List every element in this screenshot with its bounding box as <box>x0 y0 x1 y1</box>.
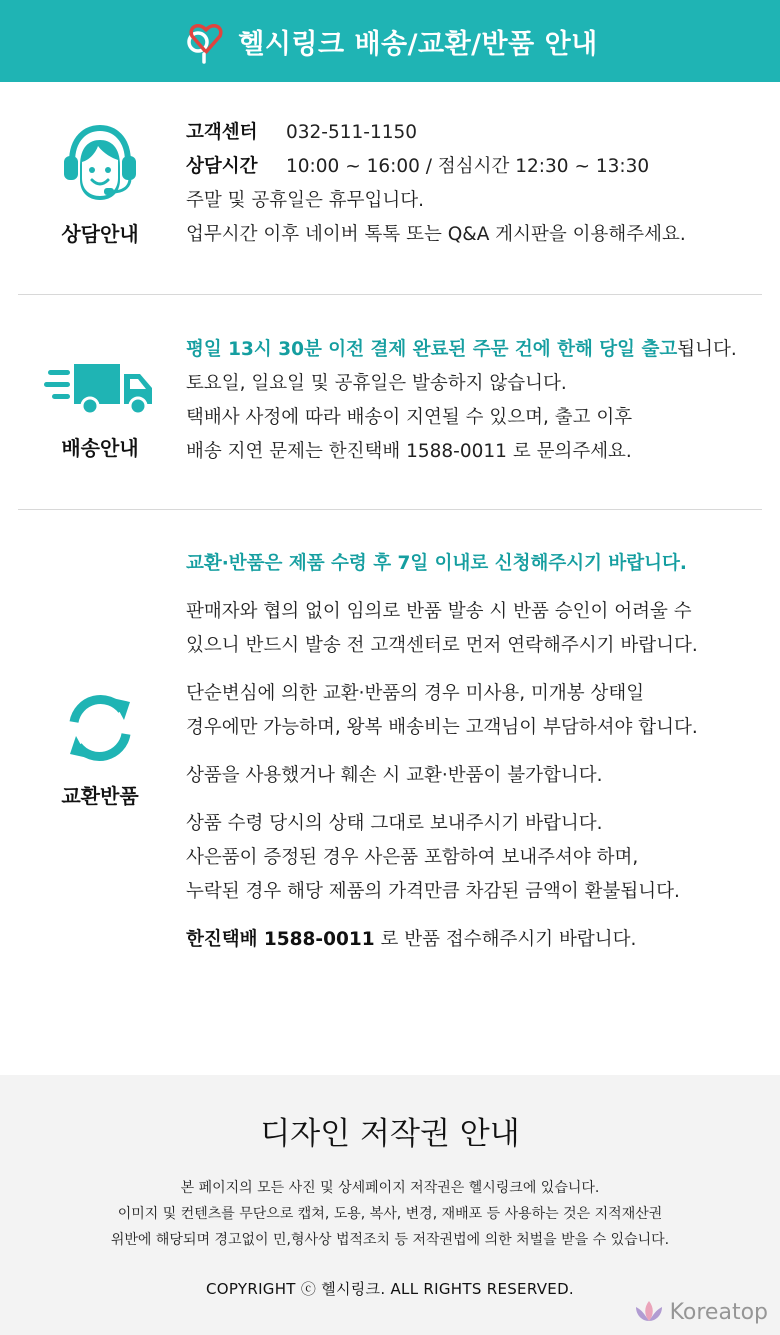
consult-text <box>186 116 686 252</box>
section-divider <box>18 509 762 510</box>
delay-notice: 택배사 사정에 따라 배송이 지연될 수 있으며, 출고 이후 <box>186 407 633 428</box>
exchange-text <box>186 547 698 957</box>
delivery-truck-icon <box>44 360 156 418</box>
hours-value: 10:00 ~ 16:00 / 점심시간 12:30 ~ 13:30 <box>286 156 650 177</box>
consult-icon-column <box>30 122 170 247</box>
headset-agent-icon <box>60 122 140 208</box>
exchange-icon-column <box>30 688 170 809</box>
copyright-footer <box>0 1075 780 1335</box>
exchange-p2-line2: 경우에만 가능하며, 왕복 배송비는 고객님이 부담하셔야 합니다. <box>186 717 698 738</box>
exchange-p4-line1: 상품 수령 당시의 상태 그대로 보내주시기 바랍니다. <box>186 813 603 834</box>
exchange-p1-line2: 있으니 반드시 발송 전 고객센터로 먼저 연락해주시기 바랍니다. <box>186 635 698 656</box>
weekend-notice: 토요일, 일요일 및 공휴일은 발송하지 않습니다. <box>186 373 567 394</box>
copyright-text: COPYRIGHT ⓒ 헬시링크. ALL RIGHTS RESERVED. <box>205 1280 574 1298</box>
consult-label: 상담안내 <box>61 222 139 246</box>
watermark-text: Koreatop <box>669 1299 768 1325</box>
exchange-label: 교환반품 <box>61 784 139 808</box>
return-courier-number: 한진택배 1588-0011 <box>186 929 375 950</box>
hours-row <box>186 150 686 184</box>
exchange-p2-line1: 단순변심에 의한 교환·반품의 경우 미사용, 미개봉 상태일 <box>186 683 645 704</box>
exchange-p3-line1: 상품을 사용했거나 훼손 시 교환·반품이 불가합니다. <box>186 765 603 786</box>
refresh-arrows-icon <box>60 688 140 768</box>
page-header <box>0 0 780 82</box>
shipping-icon-column <box>30 360 170 461</box>
delay-contact: 배송 지연 문제는 한진택배 1588-0011 로 문의주세요. <box>186 441 632 462</box>
exchange-p5 <box>186 923 698 957</box>
phone-number: 032-511-1150 <box>286 122 418 143</box>
page-title: 헬시링크 배송/교환/반품 안내 <box>238 28 598 60</box>
footer-body <box>0 1175 780 1253</box>
shipping-label: 배송안내 <box>61 436 139 460</box>
exchange-headline: 교환·반품은 제품 수령 후 7일 이내로 신청해주시기 바랍니다. <box>186 553 687 574</box>
exchange-p4-line2: 사은품이 증정된 경우 사은품 포함하여 보내주셔야 하며, <box>186 847 639 868</box>
shipping-text <box>186 333 737 469</box>
exchange-p1-line1: 판매자와 협의 없이 임의로 반품 발송 시 반품 승인이 어려울 수 <box>186 601 692 622</box>
hours-label: 상담시간 <box>186 156 258 177</box>
phone-row <box>186 116 686 150</box>
exchange-p4-line3: 누락된 경우 해당 제품의 가격만큼 차감된 금액이 환불됩니다. <box>186 881 680 902</box>
footer-line-3: 위반에 해당되며 경고없이 민,형사상 법적조치 등 저작권법에 의한 처벌을 받을 수 있습니다. <box>110 1232 670 1248</box>
return-tail: 로 반품 접수해주시기 바랍니다. <box>374 929 637 950</box>
footer-line-1: 본 페이지의 모든 사진 및 상세페이지 저작권은 헬시링크에 있습니다. <box>180 1180 600 1196</box>
watermark <box>632 1299 768 1325</box>
after-hours-notice: 업무시간 이후 네이버 톡톡 또는 Q&A 게시판을 이용해주세요. <box>186 224 686 245</box>
heart-link-logo-icon <box>182 18 228 64</box>
same-day-highlight: 평일 13시 30분 이전 결제 완료된 주문 건에 한해 당일 출고 <box>186 339 678 360</box>
same-day-tail: 됩니다. <box>677 339 737 360</box>
footer-line-2: 이미지 및 컨텐츠를 무단으로 캡쳐, 도용, 복사, 변경, 재배포 등 사용하는 것은 지적재산권 <box>117 1206 663 1222</box>
holiday-notice: 주말 및 공휴일은 휴무입니다. <box>186 190 424 211</box>
lotus-logo-icon <box>632 1299 666 1325</box>
phone-label: 고객센터 <box>186 122 258 143</box>
section-divider <box>18 294 762 295</box>
footer-title: 디자인 저작권 안내 <box>260 1116 520 1152</box>
same-day-notice <box>186 333 737 367</box>
